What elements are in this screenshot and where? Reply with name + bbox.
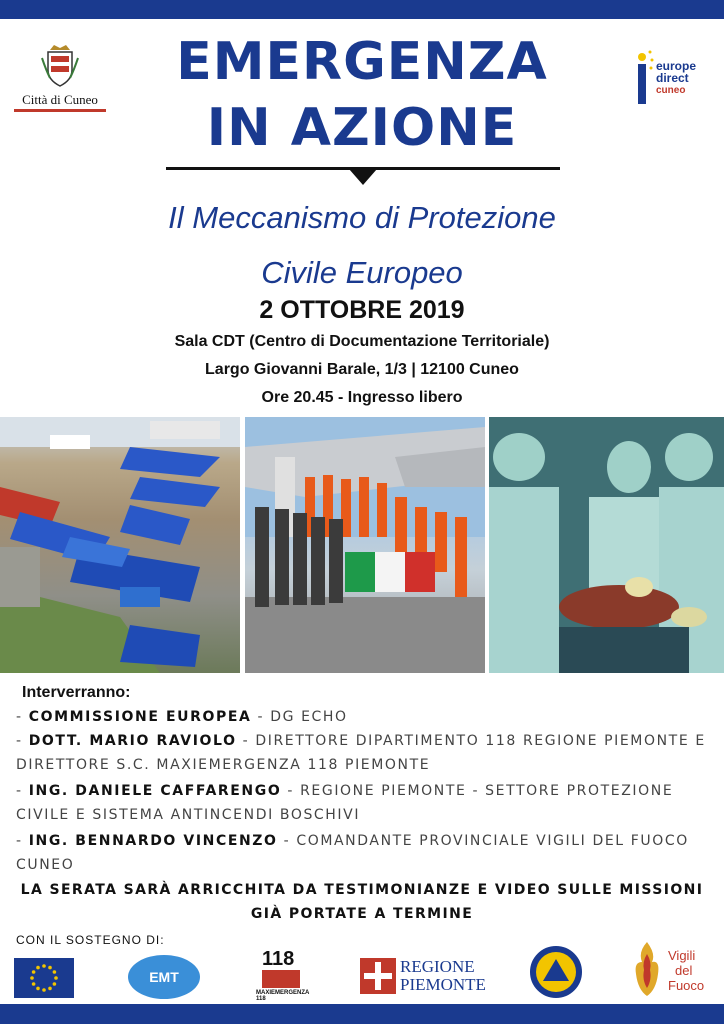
emt-logo: EMT — [128, 955, 200, 999]
speaker-name: DOTT. MARIO RAVIOLO — [28, 733, 237, 749]
regione-piemonte-logo — [360, 958, 486, 998]
event-date: 2 OTTOBRE 2019 — [259, 296, 465, 324]
closing-line2: GIÀ PORTATE A TERMINE — [250, 906, 474, 922]
speaker-name: ING. BENNARDO VINCENZO — [28, 833, 278, 849]
vvf-line3: Fuoco — [668, 978, 705, 993]
eu-stars-icon — [14, 958, 74, 998]
speaker-item: - ING. DANIELE CAFFARENGO - REGIONE PIEMONTE - SETTORE PROTEZIONE CIVILE E SISTEMA ANTINCENDI BOSCHIVI — [16, 783, 674, 823]
speaker-item: - ING. BENNARDO VINCENZO - COMANDANTE PROVINCIALE VIGILI DEL FUOCO CUNEO — [16, 833, 689, 873]
protezione-civile-icon — [533, 949, 579, 995]
city-crest-icon — [40, 44, 80, 88]
citta-di-cuneo-logo — [14, 44, 106, 114]
regione-line1: REGIONE — [400, 957, 475, 976]
divider-arrow-icon — [349, 169, 377, 185]
speaker-role: DIRETTORE DIPARTIMENTO 118 REGIONE PIEMONTE E DIRETTORE S.C. MAXIEMERGENZA 118 PIEMONTE — [16, 733, 706, 773]
speaker-role: COMANDANTE PROVINCIALE VIGILI DEL FUOCO CUNEO — [16, 833, 689, 873]
top-band — [0, 0, 724, 19]
flame-crest-icon — [630, 940, 664, 998]
event-address: Largo Giovanni Barale, 1/3 | 12100 Cuneo — [205, 361, 519, 378]
bottom-band — [0, 1004, 724, 1024]
regione-line2: PIEMONTE — [400, 975, 486, 994]
p118-red-box — [262, 970, 300, 988]
regione-cross-icon — [360, 958, 396, 994]
tent-camp-image — [0, 417, 240, 673]
p118-number: 118 — [262, 948, 295, 970]
tent-camp-photo — [0, 417, 240, 673]
piemonte-118-logo — [256, 948, 310, 1002]
event-venue: Sala CDT (Centro di Documentazione Territoriale) — [174, 333, 550, 350]
team-flag-photo — [245, 417, 485, 673]
speaker-name: COMMISSIONE EUROPEA — [28, 709, 252, 725]
speaker-item: - COMMISSIONE EUROPEA - DG ECHO — [16, 709, 348, 725]
sponsor-label: CON IL SOSTEGNO DI: — [16, 933, 165, 947]
speaker-item: - DOTT. MARIO RAVIOLO - DIRETTORE DIPARTIMENTO 118 REGIONE PIEMONTE E DIRETTORE S.C. MAXIEMERGENZA 118 PIEMONTE — [16, 733, 706, 773]
p118-subtitle: MAXIEMERGENZA 118 — [256, 990, 310, 1002]
eu-flag-logo — [14, 958, 74, 998]
closing-line1: LA SERATA SARÀ ARRICCHITA DA TESTIMONIANZE E VIDEO SULLE MISSIONI — [20, 882, 704, 898]
city-logo-label: Città di Cuneo — [14, 92, 106, 112]
europe-direct-line1: europe — [656, 59, 697, 73]
surgery-photo — [489, 417, 724, 673]
europe-direct-line2: direct — [656, 71, 689, 85]
subtitle-line2: Civile Europeo — [261, 255, 463, 290]
europe-direct-mark-icon — [636, 48, 656, 106]
title-line2: IN AZIONE — [206, 98, 518, 158]
vigili-del-fuoco-logo — [630, 940, 714, 1000]
speaker-name: ING. DANIELE CAFFARENGO — [28, 783, 282, 799]
speaker-role: DG ECHO — [270, 709, 348, 725]
speaker-role: REGIONE PIEMONTE - SETTORE PROTEZIONE CIVILE E SISTEMA ANTINCENDI BOSCHIVI — [16, 783, 674, 823]
europe-direct-line3: cuneo — [656, 85, 686, 96]
vvf-line2: del — [675, 963, 693, 978]
protezione-civile-logo — [530, 946, 582, 998]
surgery-image — [489, 417, 724, 673]
subtitle-line1: Il Meccanismo di Protezione — [168, 200, 556, 235]
team-flag-image — [245, 417, 485, 673]
speakers-heading: Interverranno: — [22, 684, 131, 701]
title-line1: EMERGENZA — [176, 32, 548, 92]
vvf-line1: Vigili — [668, 948, 696, 963]
europe-direct-logo — [636, 48, 708, 110]
event-time: Ore 20.45 - Ingresso libero — [261, 389, 463, 406]
